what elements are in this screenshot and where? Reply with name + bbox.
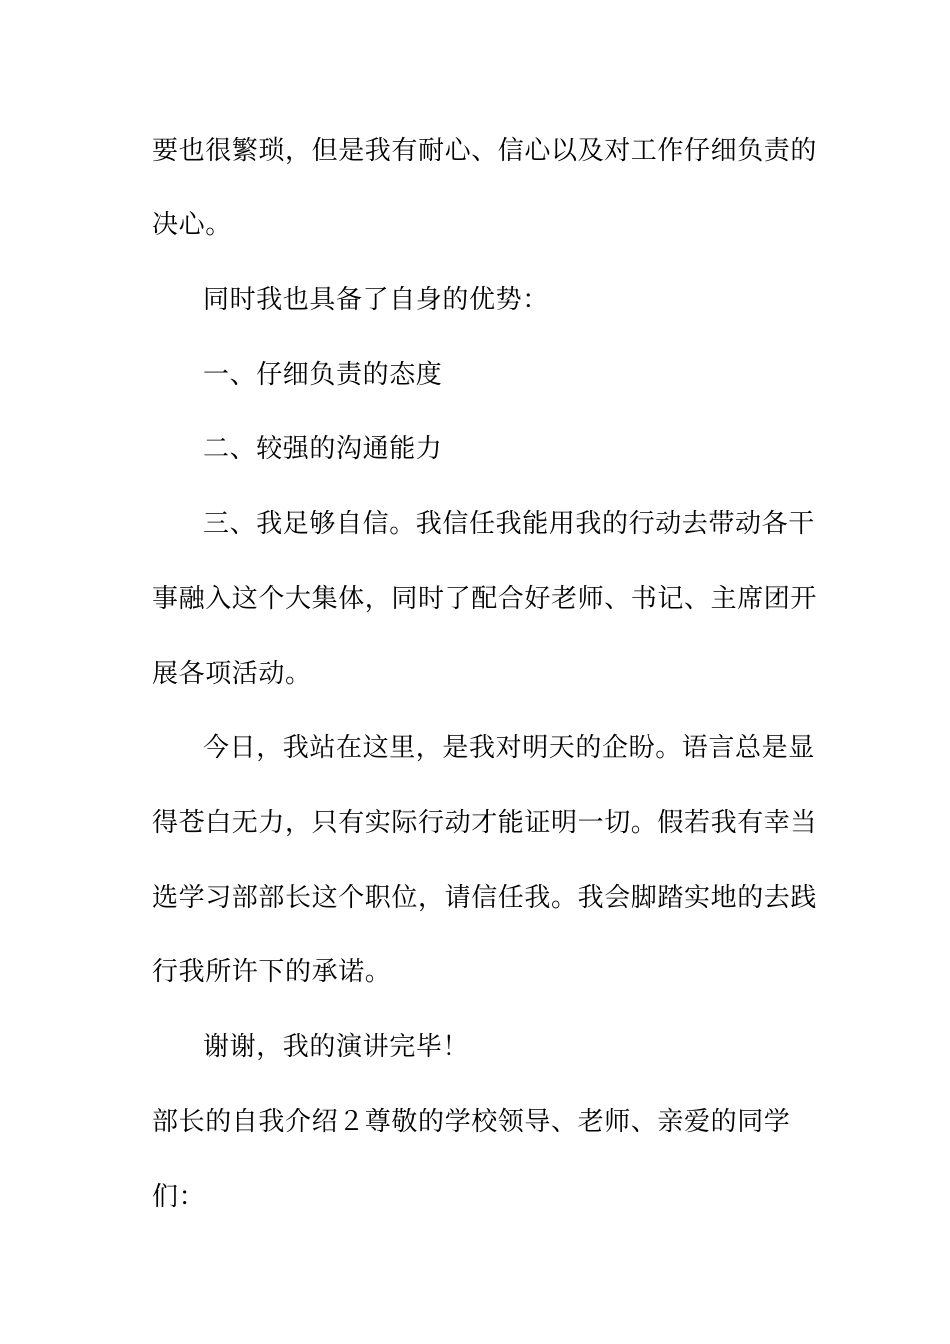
- section-heading-line: 部长的自我介绍２尊敬的学校领导、老师、亲爱的同学: [152, 1107, 791, 1137]
- list-item-3: 三、我足够自信。我信任我能用我的行动去带动各干: [203, 509, 815, 539]
- list-item-1: 一、仔细负责的态度: [203, 360, 443, 390]
- paragraph-line-11: 选学习部部长这个职位，请信任我。我会脚踏实地的去践: [152, 883, 818, 913]
- paragraph-line-9: 今日，我站在这里，是我对明天的企盼。语言总是显: [203, 733, 815, 763]
- closing-line: 谢谢，我的演讲完毕！: [203, 1032, 470, 1062]
- section-heading-continuation: 们：: [152, 1182, 206, 1212]
- paragraph-line-10: 得苍白无力，只有实际行动才能证明一切。假若我有幸当: [152, 808, 818, 838]
- paragraph-line-8: 展各项活动。: [152, 659, 312, 689]
- paragraph-line-3: 同时我也具备了自身的优势：: [203, 285, 549, 315]
- paragraph-line-12: 行我所许下的承诺。: [152, 957, 392, 987]
- paragraph-line-7: 事融入这个大集体，同时了配合好老师、书记、主席团开: [152, 584, 818, 614]
- list-item-2: 二、较强的沟通能力: [203, 434, 443, 464]
- paragraph-line-1: 要也很繁琐，但是我有耐心、信心以及对工作仔细负责的: [152, 136, 818, 166]
- paragraph-line-2: 决心。: [152, 210, 232, 240]
